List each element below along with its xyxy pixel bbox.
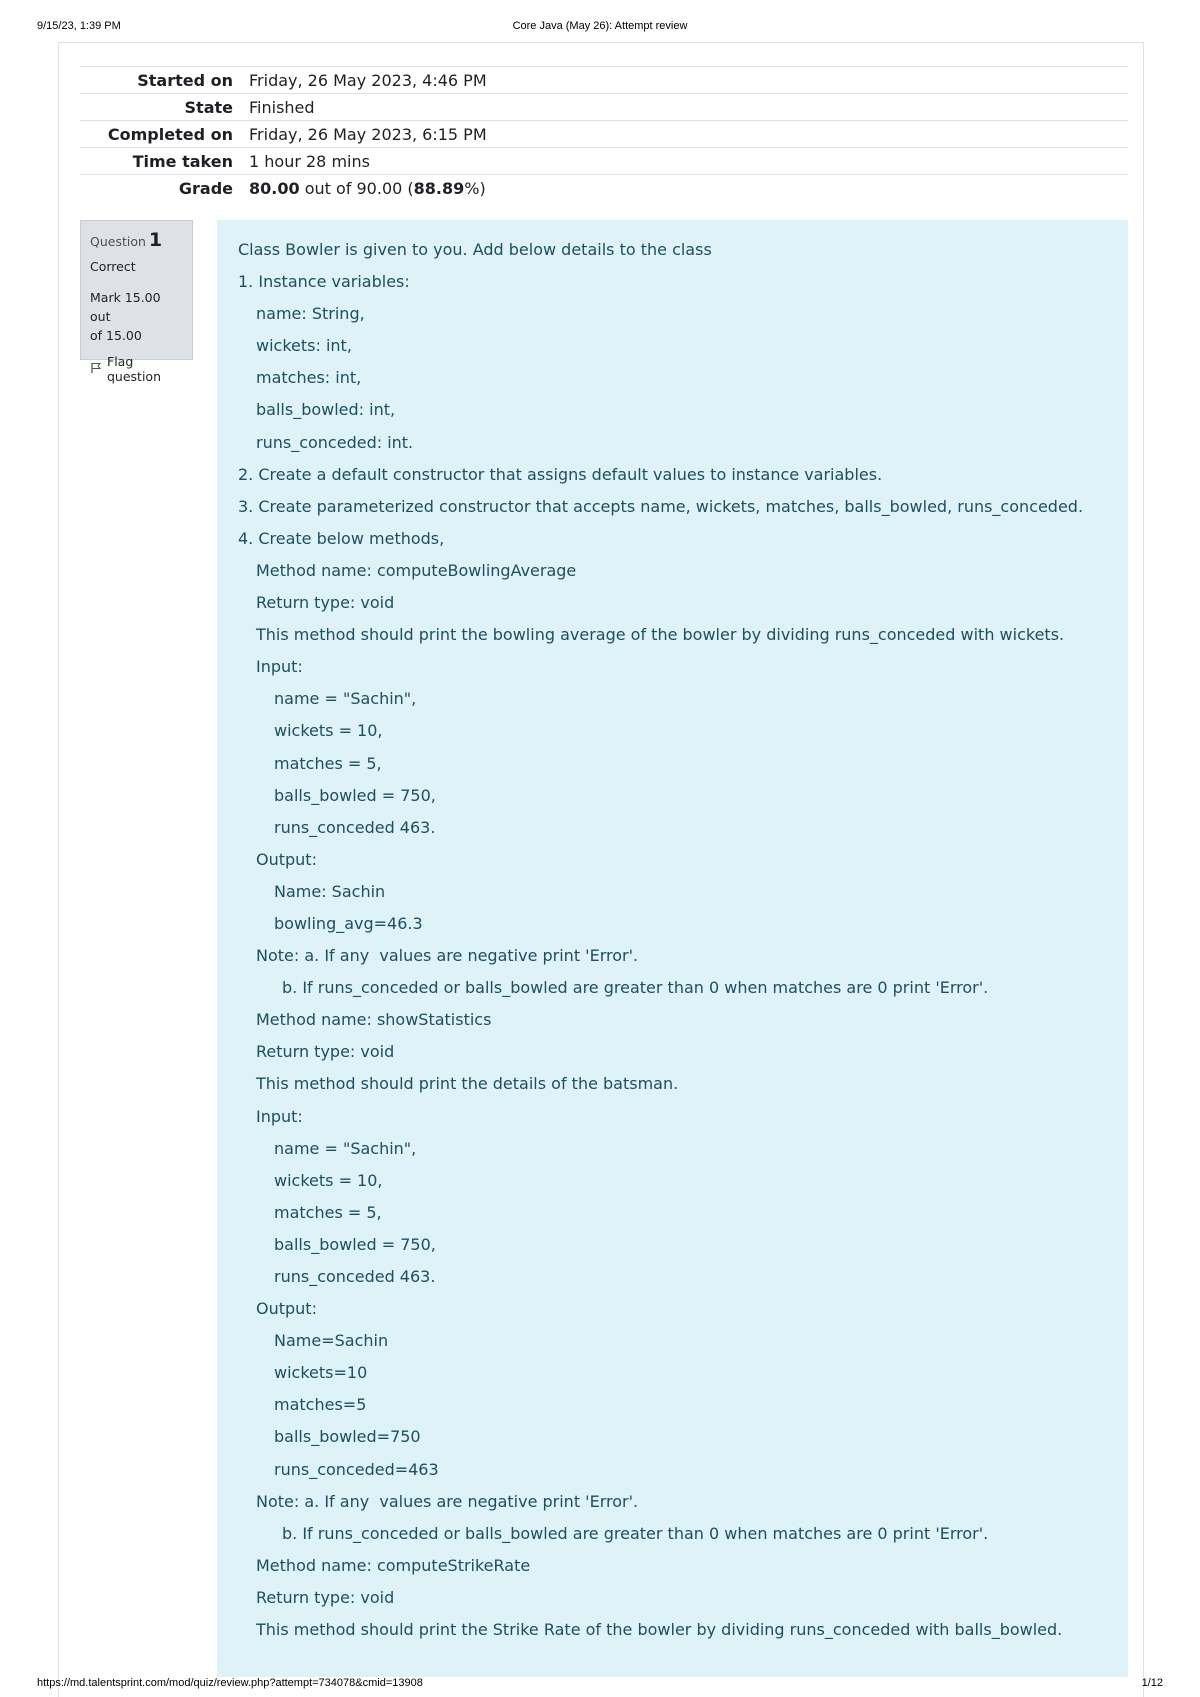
question-text-line: Output: bbox=[256, 849, 317, 869]
question-grade-line: of 15.00 bbox=[90, 328, 142, 343]
grade-percent: 88.89 bbox=[413, 178, 465, 198]
summary-label: Completed on bbox=[107, 124, 233, 144]
print-datetime: 9/15/23, 1:39 PM bbox=[37, 20, 121, 32]
question-text-line: Output: bbox=[256, 1299, 317, 1319]
print-url: https://md.talentsprint.com/mod/quiz/review.php?attempt=734078&cmid=13908 bbox=[37, 1677, 423, 1689]
grade-value bbox=[249, 175, 1128, 202]
question-text-line: Return type: void bbox=[256, 1587, 395, 1607]
question-text-line: runs_conceded: int. bbox=[256, 432, 414, 452]
question-text-line: balls_bowled = 750, bbox=[274, 1234, 436, 1254]
print-page-number: 1/12 bbox=[1141, 1677, 1163, 1689]
question-text-line: Note: a. If any values are negative print 'Error'. bbox=[256, 946, 639, 966]
grade-score: 80.00 bbox=[249, 178, 300, 198]
question-text-line: wickets = 10, bbox=[274, 721, 383, 741]
question-text-line: Name=Sachin bbox=[274, 1331, 389, 1351]
question-text-line: runs_conceded 463. bbox=[274, 1267, 436, 1286]
question-text-line: Input: bbox=[256, 1106, 303, 1126]
grade-out-of: out of 90.00 ( bbox=[299, 178, 414, 198]
question-text-line: wickets = 10, bbox=[274, 1170, 383, 1190]
question-text-line: matches = 5, bbox=[274, 753, 382, 773]
summary-row-grade bbox=[80, 175, 1128, 202]
question-text-panel bbox=[217, 220, 1128, 1677]
flag-question-label: Flag question bbox=[107, 354, 162, 384]
question-label: Question bbox=[90, 234, 146, 249]
question-text-line: wickets: int, bbox=[256, 336, 352, 356]
summary-row bbox=[80, 148, 1128, 175]
question-text-line: Name: Sachin bbox=[274, 881, 386, 901]
question-text-line: 1. Instance variables: bbox=[238, 272, 410, 292]
question-text-line: This method should print the bowling average of the bowler by dividing runs_conceded with wickets. bbox=[256, 625, 1065, 645]
question-text-line: 4. Create below methods, bbox=[238, 528, 445, 548]
print-header bbox=[37, 20, 1163, 36]
question-text-line: matches: int, bbox=[256, 368, 362, 388]
summary-label: Time taken bbox=[132, 151, 233, 171]
question-text-line: matches=5 bbox=[274, 1395, 367, 1415]
summary-value: 1 hour 28 mins bbox=[249, 151, 370, 171]
question-text-line: runs_conceded=463 bbox=[274, 1459, 439, 1479]
summary-row bbox=[80, 94, 1128, 121]
question-text-line: bowling_avg=46.3 bbox=[274, 913, 423, 933]
question-text-line: b. If runs_conceded or balls_bowled are greater than 0 when matches are 0 print 'Error'. bbox=[282, 1523, 989, 1543]
print-footer bbox=[37, 1677, 1163, 1693]
question-text-line: Class Bowler is given to you. Add below details to the class bbox=[238, 240, 712, 259]
question-text-line: Method name: computeBowlingAverage bbox=[256, 560, 577, 580]
question-grade bbox=[90, 288, 183, 345]
question-text-line: name = "Sachin", bbox=[274, 689, 417, 709]
question-text-line: 3. Create parameterized constructor that accepts name, wickets, matches, balls_bowled, runs_conceded. bbox=[238, 496, 1084, 516]
question-text-line: Return type: void bbox=[256, 593, 395, 613]
question-text-line: 2. Create a default constructor that assigns default values to instance variables. bbox=[238, 464, 883, 484]
question-state: Correct bbox=[90, 259, 136, 274]
grade-label: Grade bbox=[178, 178, 233, 198]
question-number: 1 bbox=[148, 229, 163, 251]
question-text-line: This method should print the details of the batsman. bbox=[256, 1074, 679, 1094]
question-info-box bbox=[80, 220, 193, 384]
summary-row bbox=[80, 121, 1128, 148]
question-text-line: Note: a. If any values are negative print 'Error'. bbox=[256, 1491, 639, 1511]
question-text-line: This method should print the Strike Rate of the bowler by dividing runs_conceded with balls_bowled. bbox=[256, 1620, 1063, 1640]
question-text-line: b. If runs_conceded or balls_bowled are greater than 0 when matches are 0 print 'Error'. bbox=[282, 978, 989, 998]
question-text-line: runs_conceded 463. bbox=[274, 817, 436, 837]
question-text-line: Method name: showStatistics bbox=[256, 1010, 492, 1030]
question-text-line: Input: bbox=[256, 657, 303, 677]
question-text-line: Method name: computeStrikeRate bbox=[256, 1555, 531, 1575]
question-text-line: balls_bowled: int, bbox=[256, 400, 396, 420]
question-grade-line: Mark 15.00 out bbox=[90, 290, 161, 324]
summary-row bbox=[80, 67, 1128, 94]
question-text-line: balls_bowled = 750, bbox=[274, 785, 436, 805]
question-text-line: balls_bowled=750 bbox=[274, 1427, 421, 1447]
flag-question-button[interactable] bbox=[90, 354, 183, 384]
summary-value: Friday, 26 May 2023, 4:46 PM bbox=[249, 70, 487, 90]
summary-value: Finished bbox=[249, 97, 315, 117]
question-text-line: wickets=10 bbox=[274, 1363, 368, 1383]
print-title: Core Java (May 26): Attempt review bbox=[512, 20, 688, 32]
attempt-summary-table bbox=[80, 66, 1128, 202]
question-text-line: Return type: void bbox=[256, 1042, 395, 1062]
question-text-line: name = "Sachin", bbox=[274, 1138, 417, 1158]
question-text-line: matches = 5, bbox=[274, 1202, 382, 1222]
summary-label: Started on bbox=[137, 70, 233, 90]
grade-suffix: %) bbox=[464, 178, 486, 198]
question-number-line bbox=[90, 229, 183, 251]
question-text-line: name: String, bbox=[256, 304, 365, 324]
summary-label: State bbox=[184, 97, 233, 117]
flag-icon bbox=[90, 362, 102, 377]
summary-value: Friday, 26 May 2023, 6:15 PM bbox=[249, 124, 487, 144]
